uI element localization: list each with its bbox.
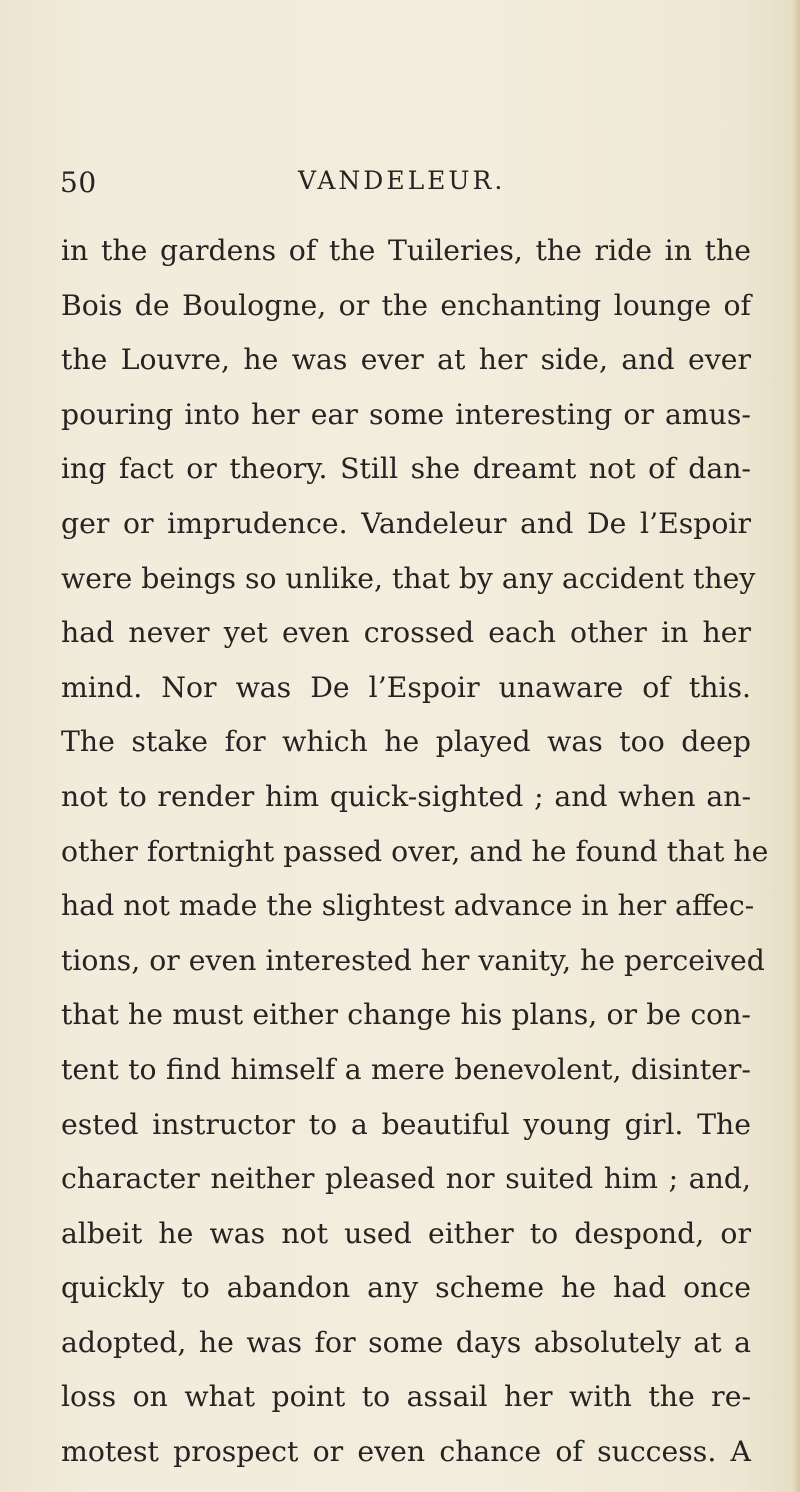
text-line: other fortnight passed over, and he found that he bbox=[61, 834, 769, 868]
text-line: loss on what point to assail her with the re- bbox=[61, 1380, 751, 1414]
text-line: mind. Nor was De l’Espoir unaware of this. bbox=[61, 670, 751, 704]
text-line: motest prospect or even chance of success. A bbox=[61, 1435, 751, 1469]
text-line: albeit he was not used either to despond, or bbox=[61, 1216, 751, 1250]
page-number: 50 bbox=[60, 166, 97, 199]
text-line: character neither pleased nor suited him ; and, bbox=[61, 1162, 751, 1196]
text-line: had not made the slightest advance in her affec- bbox=[61, 889, 755, 923]
body-text bbox=[61, 224, 769, 1480]
text-line: Bois de Boulogne, or the enchanting lounge of bbox=[61, 288, 751, 322]
text-line: adopted, he was for some days absolutely at a bbox=[61, 1325, 751, 1359]
text-line: had never yet even crossed each other in her bbox=[61, 616, 751, 650]
text-line: tent to find himself a mere benevolent, disinter- bbox=[61, 1052, 751, 1086]
text-line: in the gardens of the Tuileries, the ride in the bbox=[61, 234, 751, 267]
text-line: The stake for which he played was too deep bbox=[61, 725, 751, 759]
text-line: ger or imprudence. Vandeleur and De l’Espoir bbox=[61, 506, 751, 540]
text-line: ing fact or theory. Still she dreamt not of dan- bbox=[61, 452, 751, 486]
text-line: were beings so unlike, that by any accident they bbox=[61, 561, 756, 595]
text-line: ested instructor to a beautiful young girl. The bbox=[61, 1107, 751, 1141]
text-line: the Louvre, he was ever at her side, and ever bbox=[61, 343, 751, 377]
text-line: not to render him quick-sighted ; and when an- bbox=[61, 779, 751, 813]
text-line: pouring into her ear some interesting or amus- bbox=[61, 397, 751, 431]
page-edge-shadow bbox=[792, 0, 800, 1492]
text-line: quickly to abandon any scheme he had once bbox=[61, 1271, 751, 1305]
text-line: that he must either change his plans, or be con- bbox=[61, 998, 751, 1032]
page-header bbox=[60, 166, 750, 206]
running-head: VANDELEUR. bbox=[298, 166, 506, 195]
text-line: tions, or even interested her vanity, he perceived bbox=[61, 943, 765, 977]
